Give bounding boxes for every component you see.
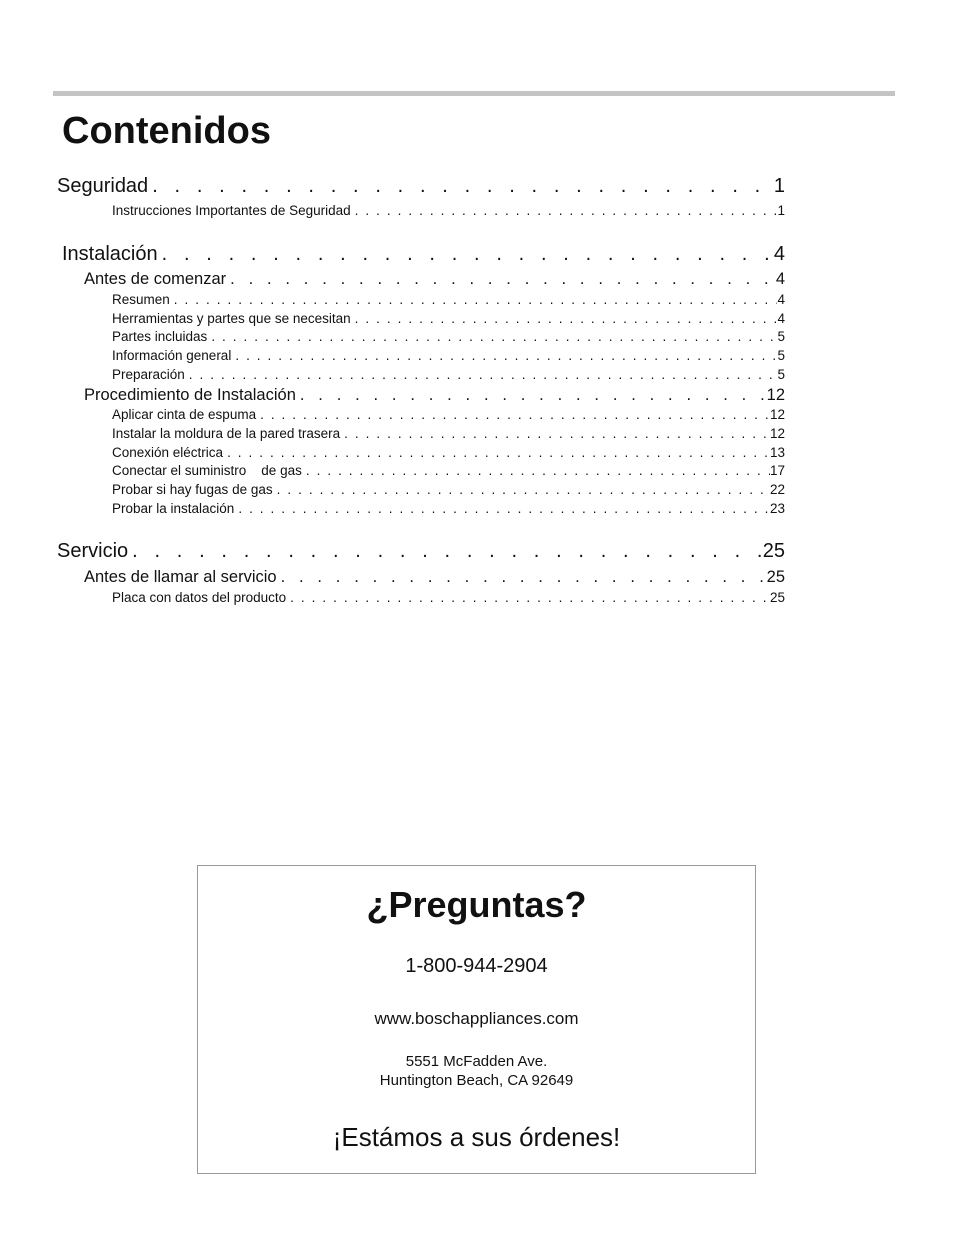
toc-leader-dots — [273, 482, 770, 497]
toc-leader-dots — [296, 386, 767, 405]
toc-label: Probar la instalación — [112, 501, 235, 516]
toc-label: Placa con datos del producto — [112, 590, 287, 605]
toc-page-number: 5 — [777, 348, 785, 363]
toc-page-number: 25 — [766, 568, 785, 586]
toc-label: Instalar la moldura de la pared trasera — [112, 426, 341, 441]
toc-label: Conexión eléctrica — [112, 445, 224, 460]
header-rule — [53, 91, 895, 96]
toc-label: Partes incluidas — [112, 329, 208, 344]
toc-leader-dots — [277, 568, 767, 587]
toc-leader-dots — [351, 203, 778, 218]
toc-entry-antes-de-comenzar[interactable] — [84, 270, 785, 289]
toc-leader-dots — [170, 292, 778, 307]
toc-page-number: 5 — [777, 367, 785, 382]
toc-label: Información general — [112, 348, 232, 363]
toc-label: Conectar el suministro de gas — [112, 463, 302, 478]
toc-page-number: 12 — [769, 426, 785, 441]
toc-label: Servicio — [57, 540, 129, 562]
toc-entry-partes-incluidas[interactable] — [112, 329, 785, 344]
toc-entry-placa-datos[interactable] — [112, 590, 785, 605]
toc-page-number: 25 — [769, 590, 785, 605]
toc-entry-instalacion[interactable] — [62, 243, 785, 266]
toc-page-number: 4 — [777, 292, 785, 307]
toc-leader-dots — [223, 445, 770, 460]
toc-page-number: 4 — [775, 270, 785, 288]
toc-page-number: 22 — [769, 482, 785, 497]
toc-leader-dots — [128, 540, 763, 563]
toc-page-number: 1 — [773, 175, 785, 197]
toc-page-number: 25 — [762, 540, 785, 562]
toc-label: Seguridad — [57, 175, 149, 197]
address-line-1: 5551 McFadden Ave. — [405, 1053, 548, 1070]
support-website-link[interactable]: www.boschappliances.com — [374, 1009, 579, 1028]
toc-leader-dots — [185, 367, 778, 382]
toc-leader-dots — [158, 243, 774, 266]
toc-entry-instrucciones-seguridad[interactable] — [112, 203, 785, 218]
toc-entry-seguridad[interactable] — [57, 175, 785, 198]
toc-page-number: 12 — [766, 386, 785, 404]
toc-label: Antes de comenzar — [84, 270, 227, 288]
toc-entry-procedimiento-instalacion[interactable] — [84, 386, 785, 405]
toc-label: Herramientas y partes que se necesitan — [112, 311, 351, 326]
toc-label: Antes de llamar al servicio — [84, 568, 277, 586]
toc-leader-dots — [148, 175, 774, 198]
questions-title: ¿Preguntas? — [366, 884, 587, 925]
toc-page-number: 13 — [769, 445, 785, 460]
toc-leader-dots — [351, 311, 778, 326]
toc-label: Procedimiento de Instalación — [84, 386, 296, 404]
toc-label: Instrucciones Importantes de Seguridad — [112, 203, 351, 218]
toc-page-number: 17 — [769, 463, 785, 478]
toc-entry-antes-llamar-servicio[interactable] — [84, 568, 785, 587]
toc-leader-dots — [256, 407, 770, 422]
address-line-2: Huntington Beach, CA 92649 — [379, 1072, 574, 1089]
toc-entry-informacion-general[interactable] — [112, 348, 785, 363]
toc-page-number: 4 — [777, 311, 785, 326]
toc-leader-dots — [286, 590, 770, 605]
support-phone[interactable]: 1-800-944-2904 — [405, 955, 548, 977]
toc-page-number: 1 — [777, 203, 785, 218]
toc-label: Preparación — [112, 367, 185, 382]
toc-leader-dots — [302, 463, 770, 478]
page-title: Contenidos — [62, 110, 271, 152]
toc-label: Probar si hay fugas de gas — [112, 482, 273, 497]
toc-entry-probar-fugas[interactable] — [112, 482, 785, 497]
toc-leader-dots — [231, 348, 777, 363]
toc-label: Instalación — [62, 243, 158, 265]
toc-page-number: 12 — [769, 407, 785, 422]
toc-entry-aplicar-cinta[interactable] — [112, 407, 785, 422]
toc-leader-dots — [226, 270, 776, 289]
toc-leader-dots — [234, 501, 770, 516]
toc-entry-resumen[interactable] — [112, 292, 785, 307]
toc-page-number: 5 — [777, 329, 785, 344]
toc-page-number: 23 — [769, 501, 785, 516]
toc-entry-probar-instalacion[interactable] — [112, 501, 785, 516]
toc-entry-preparacion[interactable] — [112, 367, 785, 382]
toc-entry-conexion-electrica[interactable] — [112, 445, 785, 460]
toc-entry-instalar-moldura[interactable] — [112, 426, 785, 441]
toc-entry-servicio[interactable] — [57, 540, 785, 563]
questions-box — [197, 865, 756, 1174]
toc-label: Resumen — [112, 292, 170, 307]
toc-page-number: 4 — [773, 243, 785, 265]
toc-entry-herramientas[interactable] — [112, 311, 785, 326]
toc-entry-conectar-gas[interactable] — [112, 463, 785, 478]
closing-message: ¡Estámos a sus órdenes! — [332, 1122, 621, 1152]
toc-leader-dots — [340, 426, 770, 441]
toc-leader-dots — [207, 329, 777, 344]
toc-label: Aplicar cinta de espuma — [112, 407, 257, 422]
